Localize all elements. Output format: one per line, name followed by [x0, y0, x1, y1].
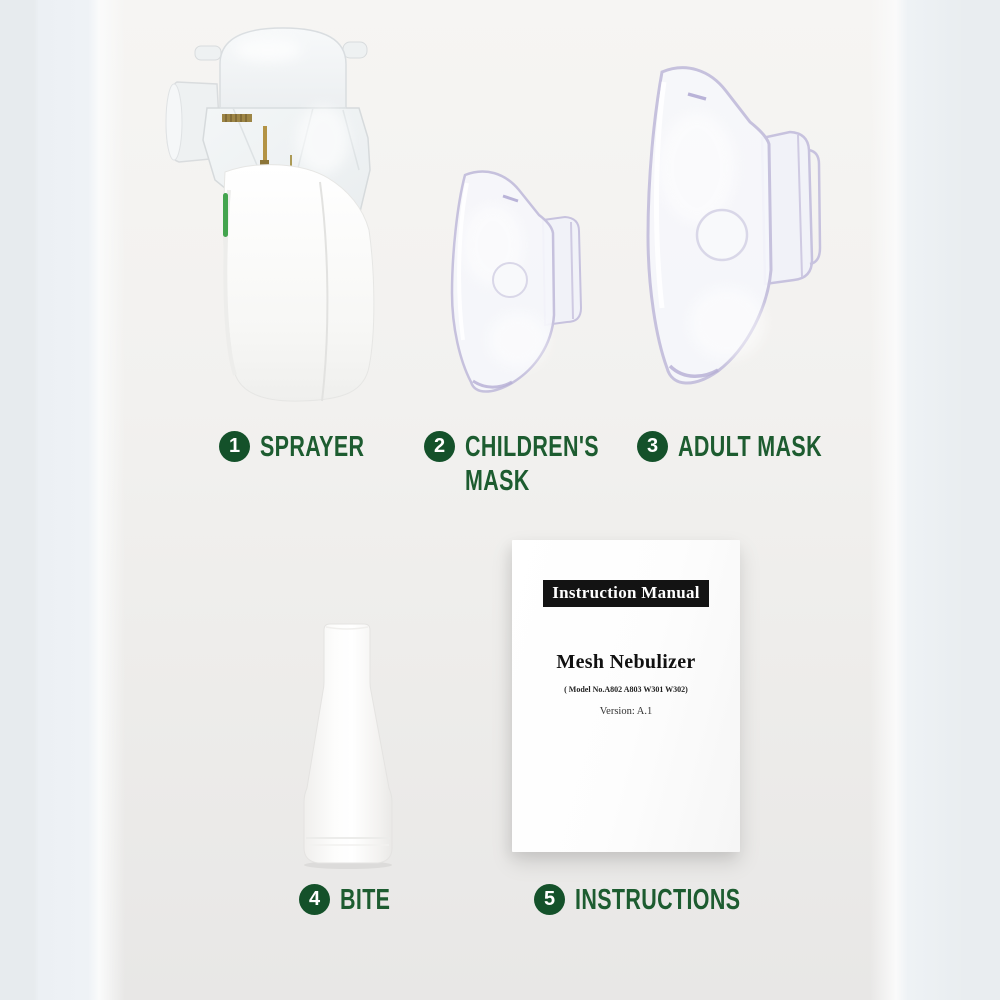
item-1-badge: 1 [219, 431, 250, 462]
manual-model-line: ( Model No.A802 A803 W301 W302) [564, 685, 688, 694]
bite-mouthpiece-illustration [298, 620, 398, 870]
cap-tab-left [195, 46, 221, 60]
item-5-badge: 5 [534, 884, 565, 915]
mask-hole [493, 263, 527, 297]
power-button [223, 193, 228, 237]
item-4-label: BITE [340, 884, 391, 916]
manual-banner: Instruction Manual [543, 580, 709, 607]
bite-body [304, 624, 392, 863]
cap-tab-right [343, 42, 367, 58]
item-3-badge: 3 [637, 431, 668, 462]
mask-hole [697, 210, 747, 260]
part-label-children-mask [424, 431, 665, 498]
adult-mask-illustration [612, 58, 822, 408]
part-label-instructions [534, 884, 799, 917]
children-mask-illustration [423, 165, 593, 405]
part-label-adult-mask [637, 431, 873, 464]
item-4-badge: 4 [299, 884, 330, 915]
electrode-pin [263, 126, 267, 162]
item-2-badge: 2 [424, 431, 455, 462]
item-1-label: SPRAYER [260, 431, 365, 463]
part-label-bite [299, 884, 408, 917]
item-3-label: ADULT MASK [678, 431, 822, 463]
item-5-label: INSTRUCTIONS [575, 884, 741, 916]
instruction-manual-booklet [512, 540, 740, 852]
sprayer-illustration [163, 20, 395, 405]
item-2-label: CHILDREN'S MASK [465, 431, 599, 497]
manual-version-line: Version: A.1 [599, 706, 653, 717]
device-body [224, 165, 374, 401]
manual-title: Mesh Nebulizer [556, 651, 696, 673]
part-label-sprayer [219, 431, 401, 464]
